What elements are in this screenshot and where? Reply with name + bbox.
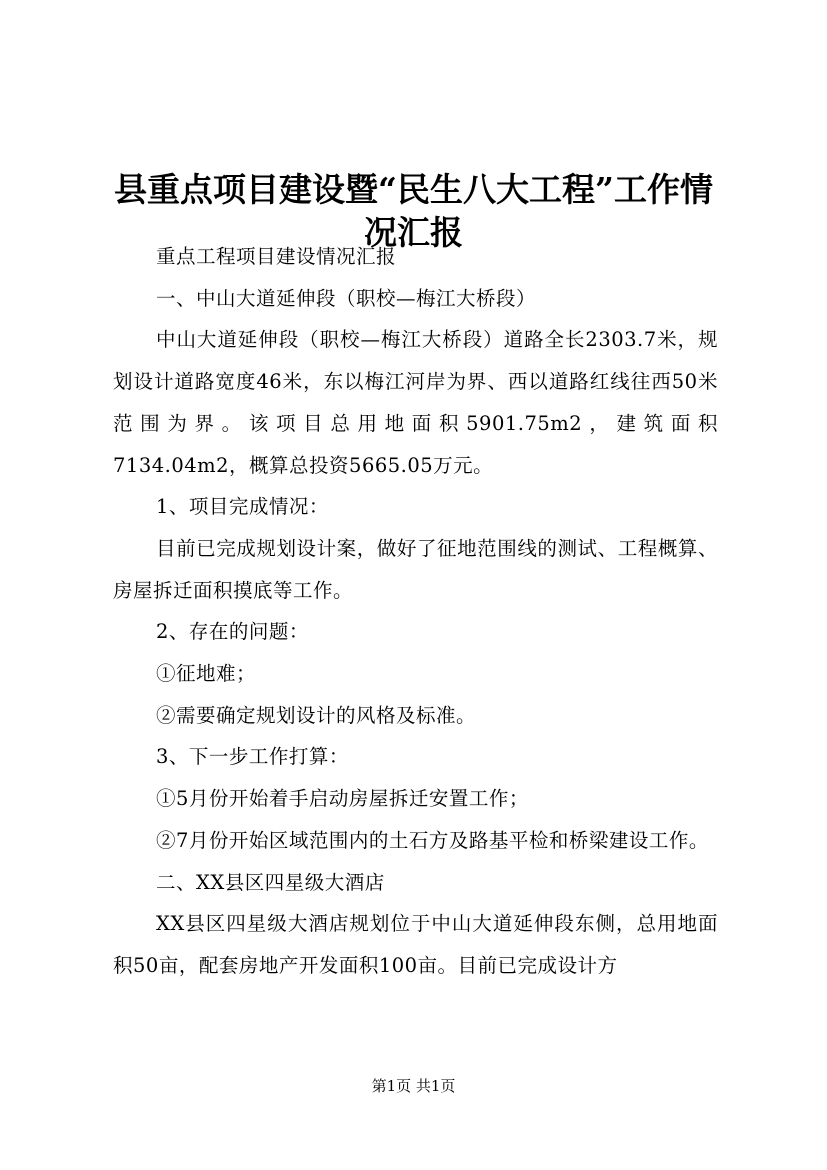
paragraph-next-step-two: ②7月份开始区域范围内的土石方及路基平检和桥梁建设工作。 xyxy=(156,828,709,852)
paragraph-section-one-description: 中山大道延伸段（职校—梅江大桥段）道路全长2303.7米，规划设计道路宽度46米，东以梅江河岸为界、西以道路红线往西50米范围为界。该项目总用地面积5901.75m2，建筑面积7134.04m2，概算总投资5665.05万元。 xyxy=(113,328,718,477)
paragraph-problem-two: ②需要确定规划设计的风格及标准。 xyxy=(156,703,477,727)
paragraph-next-step-one: ①5月份开始着手启动房屋拆迁安置工作； xyxy=(156,787,529,811)
paragraph-section-one-heading: 一、中山大道延伸段（职校—梅江大桥段） xyxy=(156,286,537,310)
paragraph-problem-one: ①征地难； xyxy=(156,662,257,686)
paragraph-report-heading: 重点工程项目建设情况汇报 xyxy=(156,245,397,268)
document-body xyxy=(113,236,718,987)
paragraph-completion-heading: 1、项目完成情况： xyxy=(156,495,329,519)
paragraph-completion-details: 目前已完成规划设计案，做好了征地范围线的测试、工程概算、房屋拆迁面积摸底等工作。 xyxy=(113,536,718,602)
paragraph-section-two-description: XX县区四星级大酒店规划位于中山大道延伸段东侧，总用地面积50亩，配套房地产开发面积100亩。目前已完成设计方 xyxy=(113,912,718,977)
paragraph-section-two-heading: 二、XX县区四星级大酒店 xyxy=(156,870,385,894)
page-footer: 第1页 共1页 xyxy=(371,1077,456,1095)
document-title: 县重点项目建设暨“民生八大工程”工作情况汇报 xyxy=(114,170,713,253)
paragraph-next-steps-heading: 3、下一步工作打算： xyxy=(156,745,349,769)
paragraph-problems-heading: 2、存在的问题： xyxy=(156,620,309,644)
